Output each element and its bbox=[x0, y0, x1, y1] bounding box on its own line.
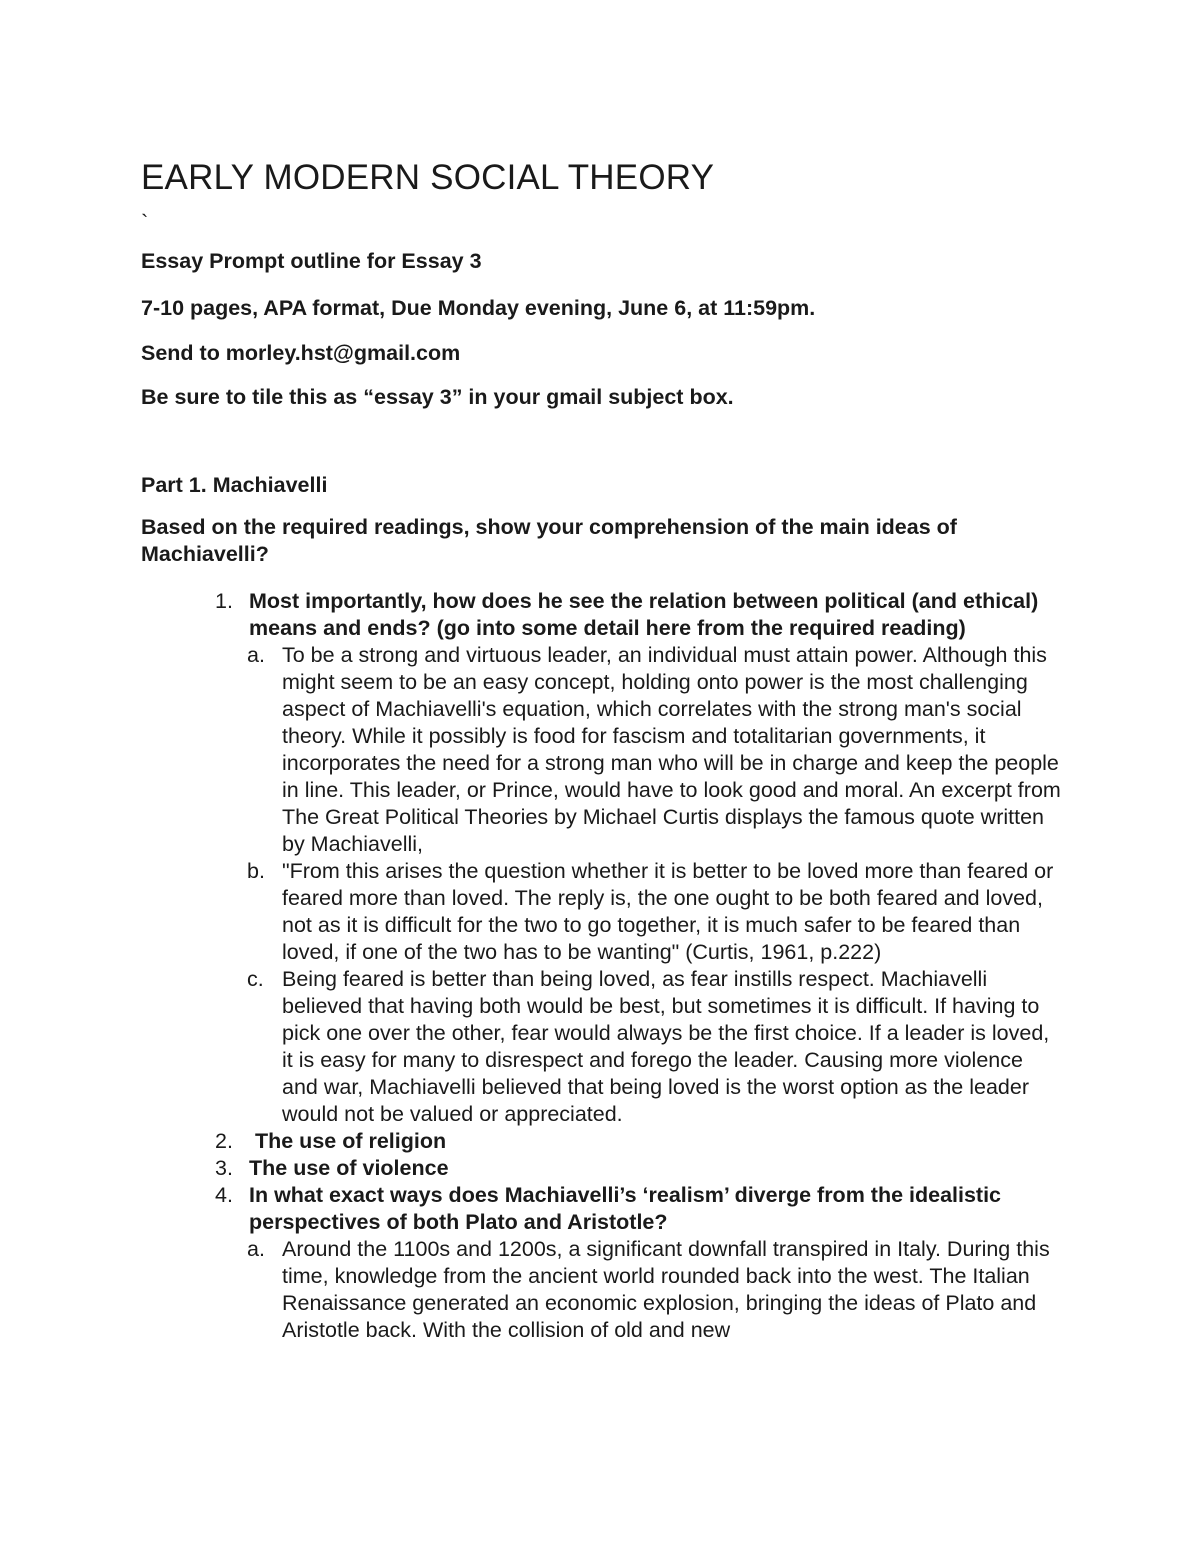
document-title: EARLY MODERN SOCIAL THEORY bbox=[141, 158, 715, 197]
outline-subitem-letter: a. bbox=[247, 643, 265, 667]
outline-item bbox=[0, 1128, 1049, 1155]
subject-instruction-line: Be sure to tile this as “essay 3” in your gmail subject box. bbox=[141, 385, 734, 409]
outline-item bbox=[0, 1155, 1049, 1182]
outline-subitem-text: To be a strong and virtuous leader, an individual must attain power. Although this might seem to be an easy concept, holding onto power is the most challenging aspect of Machiavelli's equation, which correlates with the strong man's social theory. While it possibly is food for fascism and totalitarian governments, it incorporates the need for a strong man who will be in charge and keep the people in line. This leader, or Prince, would have to look good and moral. An excerpt from The Great Political Theories by Michael Curtis displays the famous quote written by Machiavelli, bbox=[282, 643, 1061, 856]
outline-subitem bbox=[0, 966, 1062, 1128]
outline-item-text: The use of violence bbox=[249, 1156, 449, 1180]
outline-subitem-text: Around the 1100s and 1200s, a significant downfall transpired in Italy. During this time, knowledge from the ancient world rounded back into the west. The Italian Renaissance generated an economic explosion, bringing the ideas of Plato and Aristotle back. With the collision of old and new bbox=[282, 1237, 1050, 1342]
outline-item-number: 2. bbox=[215, 1129, 233, 1153]
outline-subitem-letter: c. bbox=[247, 967, 264, 991]
outline-subitem-text: "From this arises the question whether it is better to be loved more than feared or feared more than loved. The reply is, the one ought to be both feared and loved, not as it is difficult for the two to go together, it is much safer to be feared than loved, if one of the two has to be wanting" (Curtis, 1961, p.222) bbox=[282, 859, 1054, 964]
outline-subitem-text: Being feared is better than being loved, as fear instills respect. Machiavelli believed that having both would be best, but sometimes it is difficult. If having to pick one over the other, fear would always be the first choice. If a leader is loved, it is easy for many to disrespect and forego the leader. Causing more violence and war, Machiavelli believed that being loved is the worst option as the leader would not be valued or appreciated. bbox=[282, 967, 1050, 1126]
outline-item-number: 1. bbox=[215, 589, 233, 613]
outline-item-number: 4. bbox=[215, 1183, 233, 1207]
numbered-outline bbox=[0, 588, 1200, 1344]
outline-item-text: Most importantly, how does he see the relation between political (and ethical) means and ends? (go into some detail here from the required reading) bbox=[249, 589, 1045, 640]
outline-item-text: In what exact ways does Machiavelli’s ‘realism’ diverge from the idealistic perspectives of both Plato and Aristotle? bbox=[249, 1183, 1008, 1234]
essay-prompt-line: Essay Prompt outline for Essay 3 bbox=[141, 249, 482, 273]
main-question: Based on the required readings, show your comprehension of the main ideas of Machiavelli? bbox=[141, 515, 957, 566]
send-to-line: Send to morley.hst@gmail.com bbox=[141, 341, 461, 365]
outline-subitem-letter: b. bbox=[247, 859, 265, 883]
outline-item bbox=[0, 1182, 1049, 1236]
outline-item bbox=[0, 588, 1049, 642]
outline-subitem-letter: a. bbox=[247, 1237, 265, 1261]
part-heading: Part 1. Machiavelli bbox=[141, 473, 328, 497]
requirements-line: 7-10 pages, APA format, Due Monday evening, June 6, at 11:59pm. bbox=[141, 296, 816, 320]
outline-subitem bbox=[0, 642, 1062, 858]
outline-subitem bbox=[0, 858, 1062, 966]
outline-subitem bbox=[0, 1236, 1062, 1344]
stray-mark: ` bbox=[141, 210, 149, 235]
outline-item-text: The use of religion bbox=[249, 1129, 447, 1153]
outline-item-number: 3. bbox=[215, 1156, 233, 1180]
